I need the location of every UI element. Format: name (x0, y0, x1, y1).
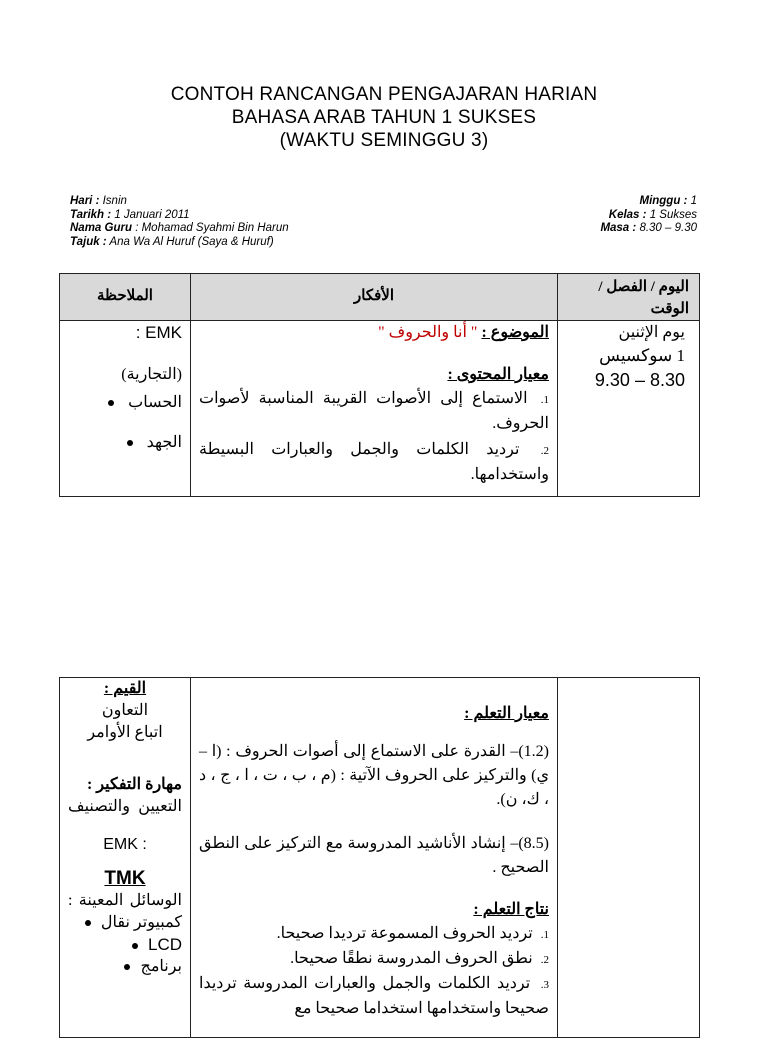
class-name: 1 سوكسيس (599, 346, 685, 365)
time-range: 9.30 – 8.30 (594, 370, 685, 390)
tmk-label: TMK (104, 868, 146, 889)
commerce-label: (التجارية) (121, 366, 182, 383)
thinking-skill-value: التعيين والتصنيف (68, 798, 182, 815)
meta-topic: Tajuk : Ana Wa Al Huruf (Saya & Huruf) (70, 235, 274, 248)
ideas-cell-2 (191, 678, 558, 1038)
content-item-2: 2. ترديد الكلمات والجمل والعبارات البسيطة واستخدامها. (199, 441, 550, 483)
header-day-class-time: اليوم / الفصل / الوقت (558, 274, 700, 321)
doc-title-line2: BAHASA ARAB TAHUN 1 SUKSES (231, 107, 537, 128)
emk-label: : EMK (135, 323, 182, 342)
content-item-1: 1. الاستماع إلى الأصوات القريبة المناسبة لأصوات الحروف. (199, 390, 550, 432)
bullet-icon (124, 964, 130, 970)
day-cell-2 (558, 678, 700, 1038)
bullet-icon (85, 920, 91, 926)
values-label: القيم : (103, 680, 147, 697)
ideas-cell (191, 321, 558, 497)
bullet-icon (127, 440, 133, 446)
day-cell (558, 321, 700, 497)
meta-day: Hari : Isnin (70, 195, 127, 207)
bullet-item: الجهد (68, 431, 182, 455)
outcome-item-2: 2. نطق الحروف المدروسة نطقًا صحيحا. (290, 950, 549, 967)
meta-right (600, 195, 697, 236)
meta-week: Minggu : 1 (639, 195, 697, 207)
header-ideas: الأفكار (191, 274, 558, 321)
content-standard-label: معيار المحتوى : (447, 366, 549, 383)
value-item: اتباع الأوامر (87, 724, 163, 741)
outcome-item-1: 1. ترديد الحروف المسموعة ترديدا صحيحا. (276, 925, 549, 942)
outcome-item-3: 3. ترديد الكلمات والجمل والعبارات المدروسة ترديدا صحيحا واستخدامها استخداما صحيحا مع (199, 975, 550, 1017)
notes-cell (60, 321, 191, 497)
topic-line: الموضوع : " أنا والحروف " (378, 324, 549, 341)
meta-date: Tarikh : 1 Januari 2011 (70, 208, 190, 221)
doc-title-line3: (WAKTU SEMINGGU 3) (279, 130, 489, 151)
learning-standard-2: (8.5)– إنشاد الأناشيد المدروسة مع التركيز على النطق الصحيح . (199, 835, 549, 876)
day-name: يوم الإثنين (618, 324, 685, 341)
learning-outcome-label: نتاج التعلم : (473, 901, 549, 918)
learning-standard-label: معيار التعلم : (464, 705, 549, 722)
header-notes: الملاحظة (60, 274, 191, 321)
notes-cell-2 (60, 678, 191, 1038)
aid-item: كمبيوتر نقال (68, 912, 182, 934)
emk-label-2: EMK : (103, 836, 147, 853)
thinking-skill-label: مهارة التفكير : (87, 776, 182, 793)
meta-class: Kelas : 1 Sukses (608, 208, 697, 221)
meta-teacher: Nama Guru : Mohamad Syahmi Bin Harun (70, 222, 289, 234)
bullet-item: الحساب (68, 391, 182, 415)
meta-time: Masa : 8.30 – 9.30 (600, 222, 697, 234)
doc-title-line1: CONTOH RANCANGAN PENGAJARAN HARIAN (170, 84, 598, 105)
bullet-icon (108, 400, 114, 406)
aid-item: LCD (68, 934, 182, 956)
bullet-icon (132, 943, 138, 949)
value-item: التعاون (101, 702, 149, 719)
learning-standard-1: (1.2)– القدرة على الاستماع إلى أصوات الحروف : (ا – ي) والتركيز على الحروف الآتية : (م ، ب ، ت ، ا ، ج ، د ، ك، ن). (199, 743, 549, 808)
aid-item: برنامج (68, 956, 182, 978)
aids-label: الوسائل المعينة : (68, 892, 182, 909)
lesson-table-1 (59, 273, 700, 497)
meta-left (70, 195, 289, 249)
lesson-table-2 (59, 677, 700, 1038)
